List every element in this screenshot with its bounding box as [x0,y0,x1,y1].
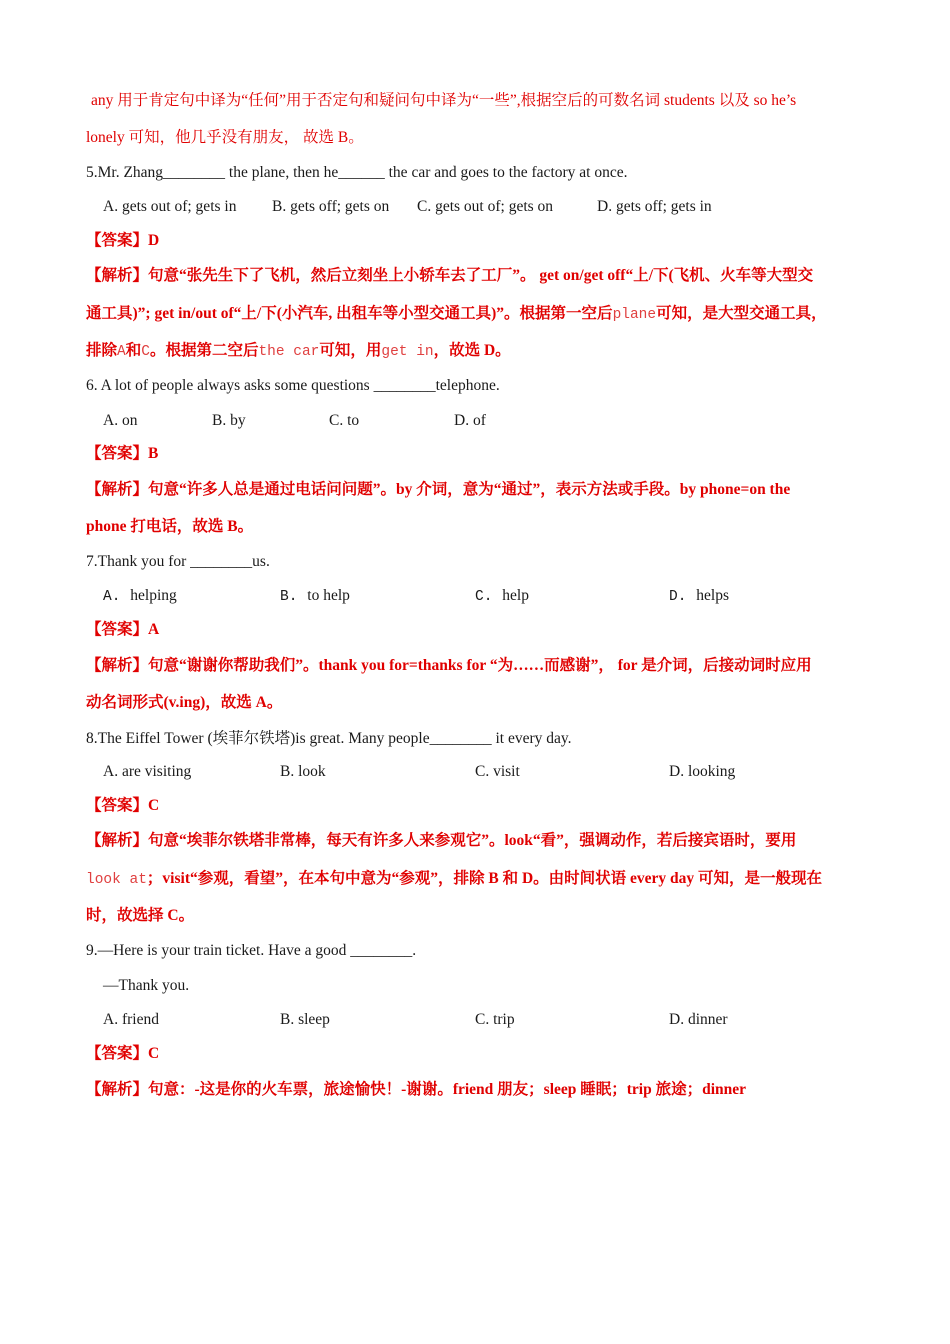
q6-explanation-line2: phone 打电话，故选 B。 [86,518,254,535]
q7-explanation-line1: 【解析】句意“谢谢你帮助我们”。thank you for=thanks for “为……而感谢”， for 是介词，后接动词时应用 [86,657,812,674]
q8-stem-a: 8.The Eiffel Tower ( [86,730,213,747]
q5-exp3-code2: C [141,344,150,360]
q7-explanation-line2: 动名词形式(v.ing)，故选 A。 [86,694,283,711]
q8-exp2-text: ；visit“参观，看望”，在本句中意为“参观”，排除 B 和 D。由时间状语 every day 可知，是一般现在 [146,870,823,887]
q5-option-a: A. gets out of; gets in [103,198,237,215]
q8-explanation-line3: 时，故选择 C。 [86,907,195,924]
q6-explanation-line1: 【解析】句意“许多人总是通过电话问问题”。by 介词，意为“通过”，表示方法或手段。by phone=on the [86,481,791,498]
q7-option-d [669,586,729,607]
q5-explanation-line2 [86,304,827,325]
q7-option-d-text: helps [696,587,729,604]
q5-exp3-d: 可知，用 [319,342,382,359]
q9-reply: —Thank you. [103,977,190,994]
q7-option-a [103,586,177,607]
q7-option-c-letter: C. [475,589,493,605]
q6-option-d: D. of [454,412,486,429]
q9-stem: 9.—Here is your train ticket. Have a good ________. [86,942,417,959]
q5-exp3-e: ，故选 D。 [433,342,511,359]
q9-option-a: A. friend [103,1011,159,1028]
q8-option-b: B. look [280,763,326,780]
q7-answer: 【答案】A [86,621,160,638]
q7-option-c-text: help [502,587,529,604]
q7-option-a-letter: A. [103,589,121,605]
q5-explanation-line1: 【解析】句意“张先生下了飞机，然后立刻坐上小轿车去了工厂”。 get on/get off“上/下(飞机、火车等大型交 [86,267,814,284]
q8-option-c: C. visit [475,763,520,780]
q8-explanation-line2 [86,869,822,890]
q8-stem-cn: 埃菲尔铁塔 [212,729,291,747]
q5-exp3-b: 和 [125,342,142,359]
q5-option-c: C. gets out of; gets on [417,198,554,215]
q6-option-a: A. on [103,412,138,429]
q9-answer: 【答案】C [86,1045,160,1062]
q5-option-d: D. gets off; gets in [597,198,712,215]
q6-stem: 6. A lot of people always asks some questions ________telephone. [86,377,500,394]
q7-option-a-text: helping [130,587,177,604]
q9-option-b: B. sleep [280,1011,330,1028]
q5-exp3-a: 排除 [86,342,118,359]
q5-stem: 5.Mr. Zhang________ the plane, then he______ the car and goes to the factory at once. [86,164,628,181]
q5-exp2-text: 通工具)”; get in/out of“上/下(小汽车, 出租车等小型交通工具)”。根据第一空后 [86,305,613,322]
q5-exp3-c: 。根据第二空后 [149,342,259,359]
q8-option-d: D. looking [669,763,736,780]
q6-option-c: C. to [329,412,360,429]
q7-stem: 7.Thank you for ________us. [86,553,270,570]
q8-stem [86,728,572,749]
q7-option-d-letter: D. [669,589,687,605]
q5-exp3-code4: get in [381,344,434,360]
q6-answer: 【答案】B [86,445,159,462]
q9-explanation-line1: 【解析】句意：-这是你的火车票，旅途愉快！-谢谢。friend 朋友；sleep 睡眠；trip 旅途；dinner [86,1081,747,1098]
q5-explanation-line3 [86,341,511,362]
q7-option-b-text: to help [307,587,350,604]
q5-exp2-tail: 可知，是大型交通工具， [656,305,827,322]
q9-option-d: D. dinner [669,1011,728,1028]
q7-option-b [280,586,350,607]
q5-answer: 【答案】D [86,232,160,249]
q6-option-b: B. by [212,412,246,429]
q5-exp3-code3: the car [258,344,320,360]
q4-explanation-line1: any 用于肯定句中译为“任何”用于否定句和疑问句中译为“一些”,根据空后的可数名词 students 以及 so he’s [91,92,797,109]
q8-exp2-code: look at [86,872,147,888]
q4-explanation-line2: lonely 可知，他几乎没有朋友， 故选 B。 [86,129,364,146]
q5-exp2-code: plane [612,307,657,323]
q7-option-b-letter: B. [280,589,298,605]
q9-option-c: C. trip [475,1011,515,1028]
q8-option-a: A. are visiting [103,763,192,780]
q7-option-c [475,586,529,607]
q8-stem-b: )is great. Many people________ it every day. [290,730,572,747]
q5-exp3-code1: A [117,344,126,360]
q5-option-b: B. gets off; gets on [272,198,390,215]
q8-answer: 【答案】C [86,797,160,814]
q8-explanation-line1: 【解析】句意“埃菲尔铁塔非常棒，每天有许多人来参观它”。look“看”，强调动作，若后接宾语时，要用 [86,832,797,849]
